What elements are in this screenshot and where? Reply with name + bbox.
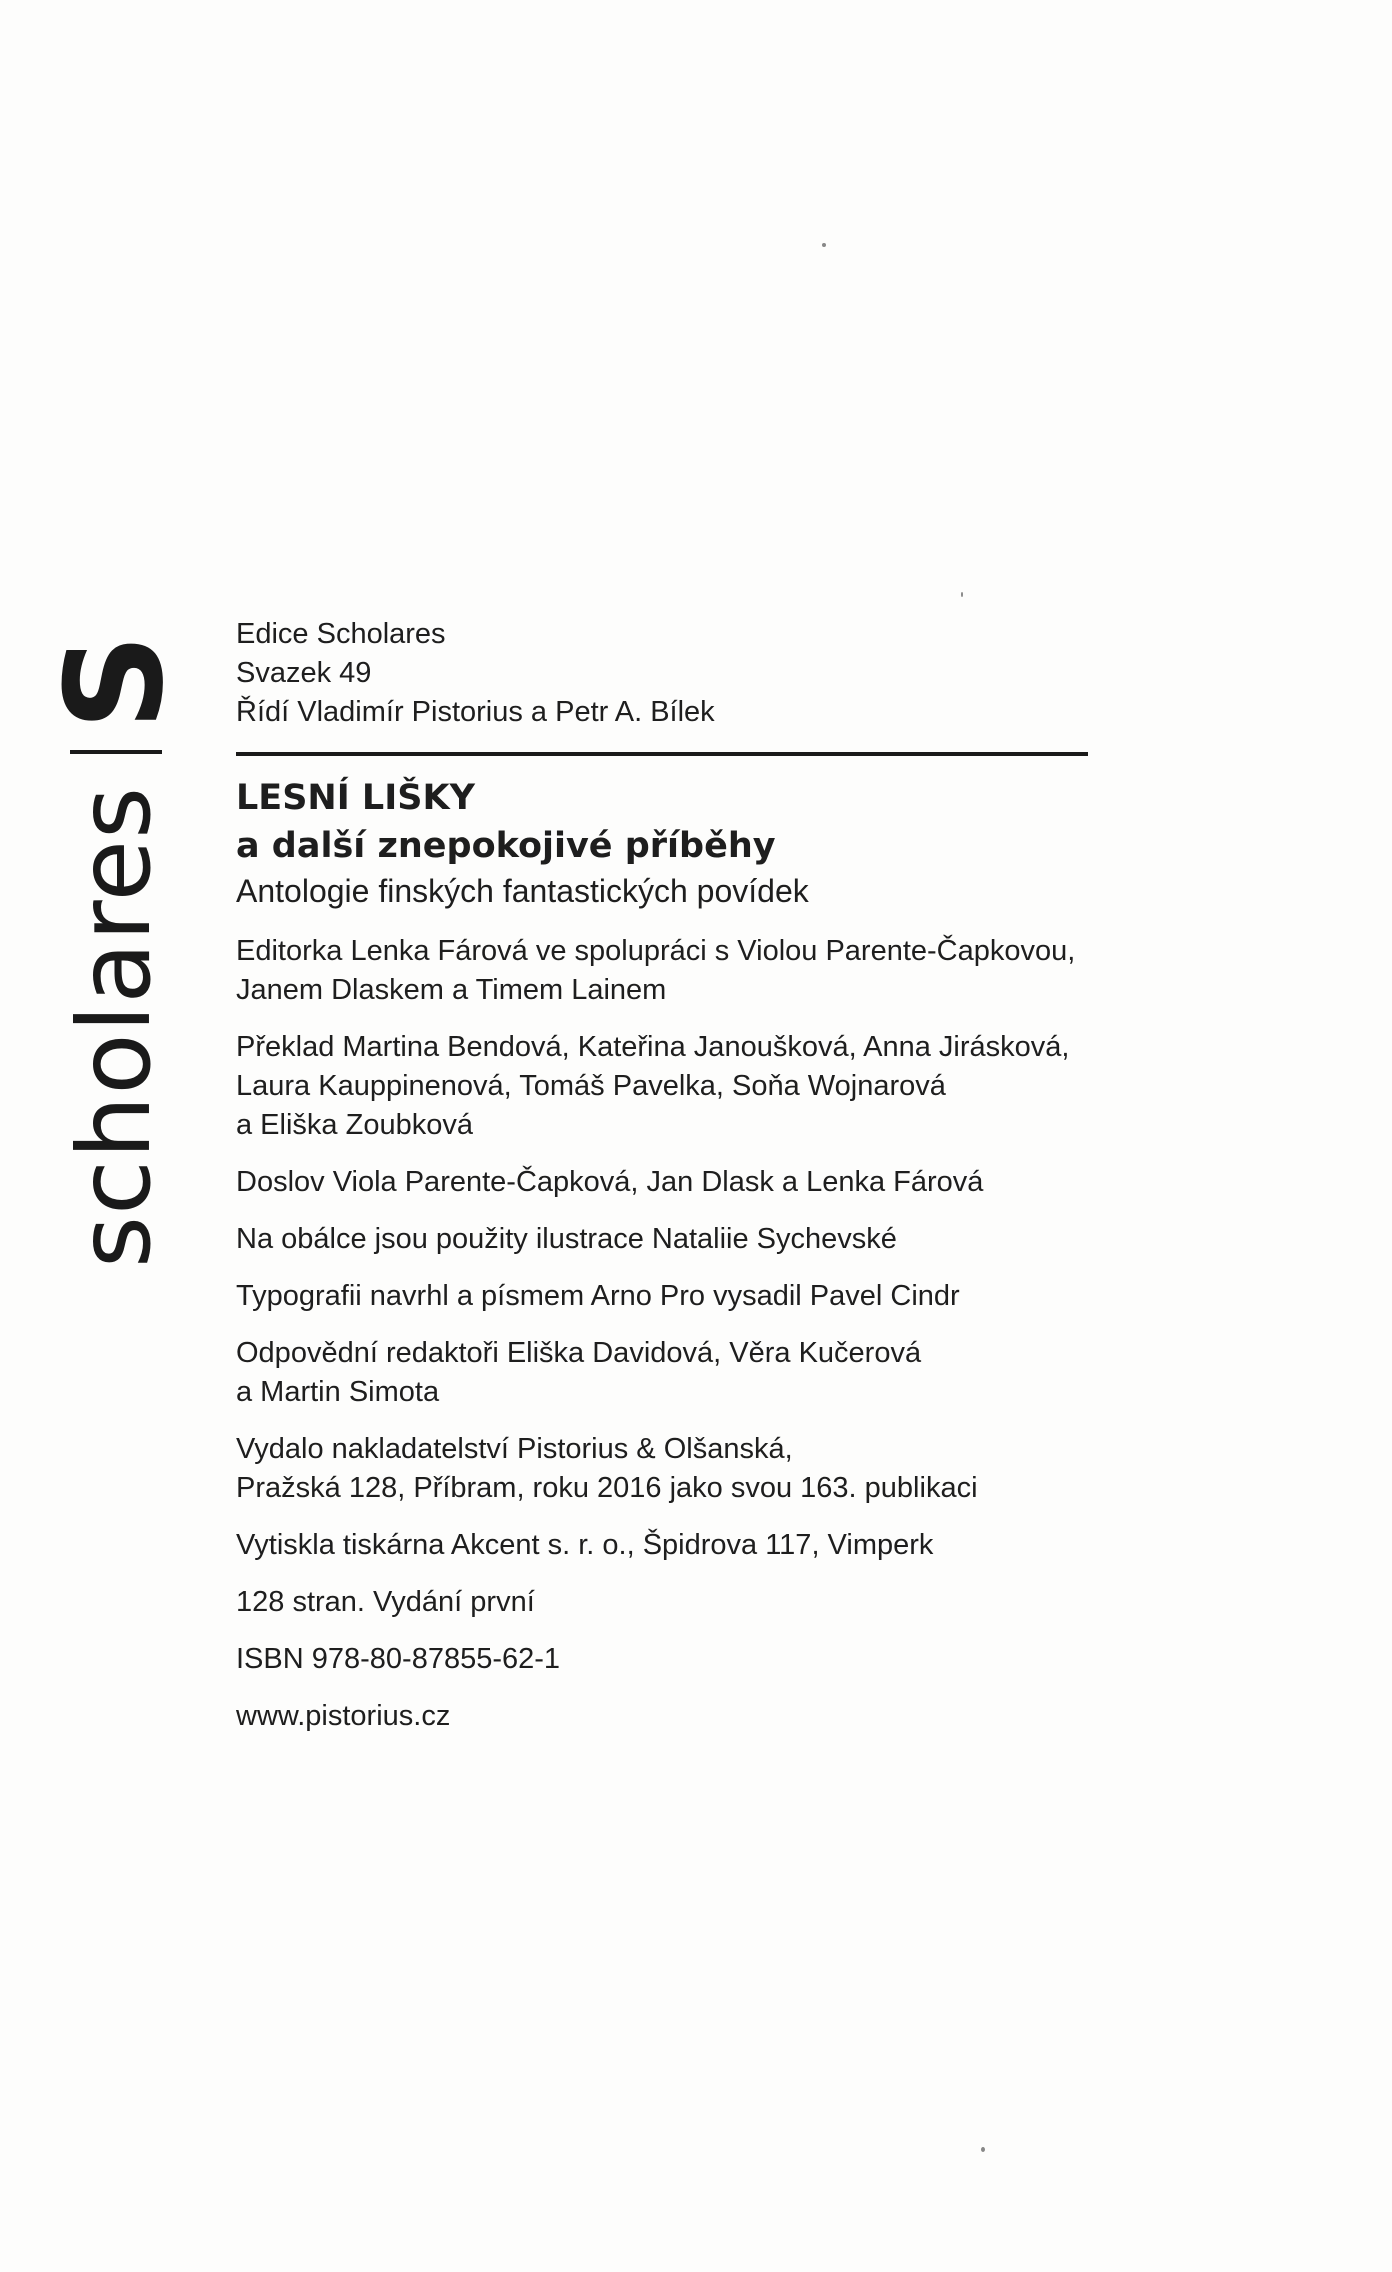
book-title: LESNÍ LIŠKY — [236, 778, 475, 818]
credit-printer: Vytiskla tiskárna Akcent s. r. o., Špidrova 117, Vimperk — [236, 1529, 934, 1561]
paper-speck — [822, 243, 826, 247]
credit-website: www.pistorius.cz — [236, 1700, 451, 1732]
series-editors: Řídí Vladimír Pistorius a Petr A. Bílek — [236, 696, 715, 728]
series-edition: Edice Scholares — [236, 618, 446, 650]
credit-afterword: Doslov Viola Parente-Čapková, Jan Dlask a Lenka Fárová — [236, 1166, 984, 1198]
paper-speck — [961, 592, 963, 597]
logo-divider — [70, 750, 162, 754]
credit-publisher: Vydalo nakladatelství Pistorius & Olšanská, Pražská 128, Příbram, roku 2016 jako svou 163. publikaci — [236, 1433, 978, 1504]
credit-typography: Typografii navrhl a písmem Arno Pro vysadil Pavel Cindr — [236, 1280, 960, 1312]
logo-initial: S — [37, 633, 193, 731]
logo-word: scholares — [56, 785, 173, 1269]
series-volume: Svazek 49 — [236, 657, 372, 689]
credit-pages-edition: 128 stran. Vydání první — [236, 1586, 535, 1618]
credit-cover-illustration: Na obálce jsou použity ilustrace Nataliie Sychevské — [236, 1223, 897, 1255]
series-info — [236, 615, 1096, 732]
scholares-logo — [37, 615, 193, 1269]
imprint-content — [236, 615, 1096, 1754]
credit-isbn: ISBN 978-80-87855-62-1 — [236, 1643, 561, 1675]
book-title-continuation: a další znepokojivé příběhy — [236, 826, 776, 866]
header-rule — [236, 752, 1088, 756]
credit-editor: Editorka Lenka Fárová ve spolupráci s Violou Parente-Čapkovou, Janem Dlaskem a Timem Lainem — [236, 935, 1076, 1006]
credit-responsible-editors: Odpovědní redaktoři Eliška Davidová, Věra Kučerová a Martin Simota — [236, 1337, 922, 1408]
book-subtitle: Antologie finských fantastických povídek — [236, 873, 809, 909]
credit-translation: Překlad Martina Bendová, Kateřina Janoušková, Anna Jirásková, Laura Kauppinenová, Tomáš Pavelka, Soňa Wojnarová a Eliška Zoubková — [236, 1031, 1070, 1141]
paper-speck — [981, 2147, 985, 2152]
